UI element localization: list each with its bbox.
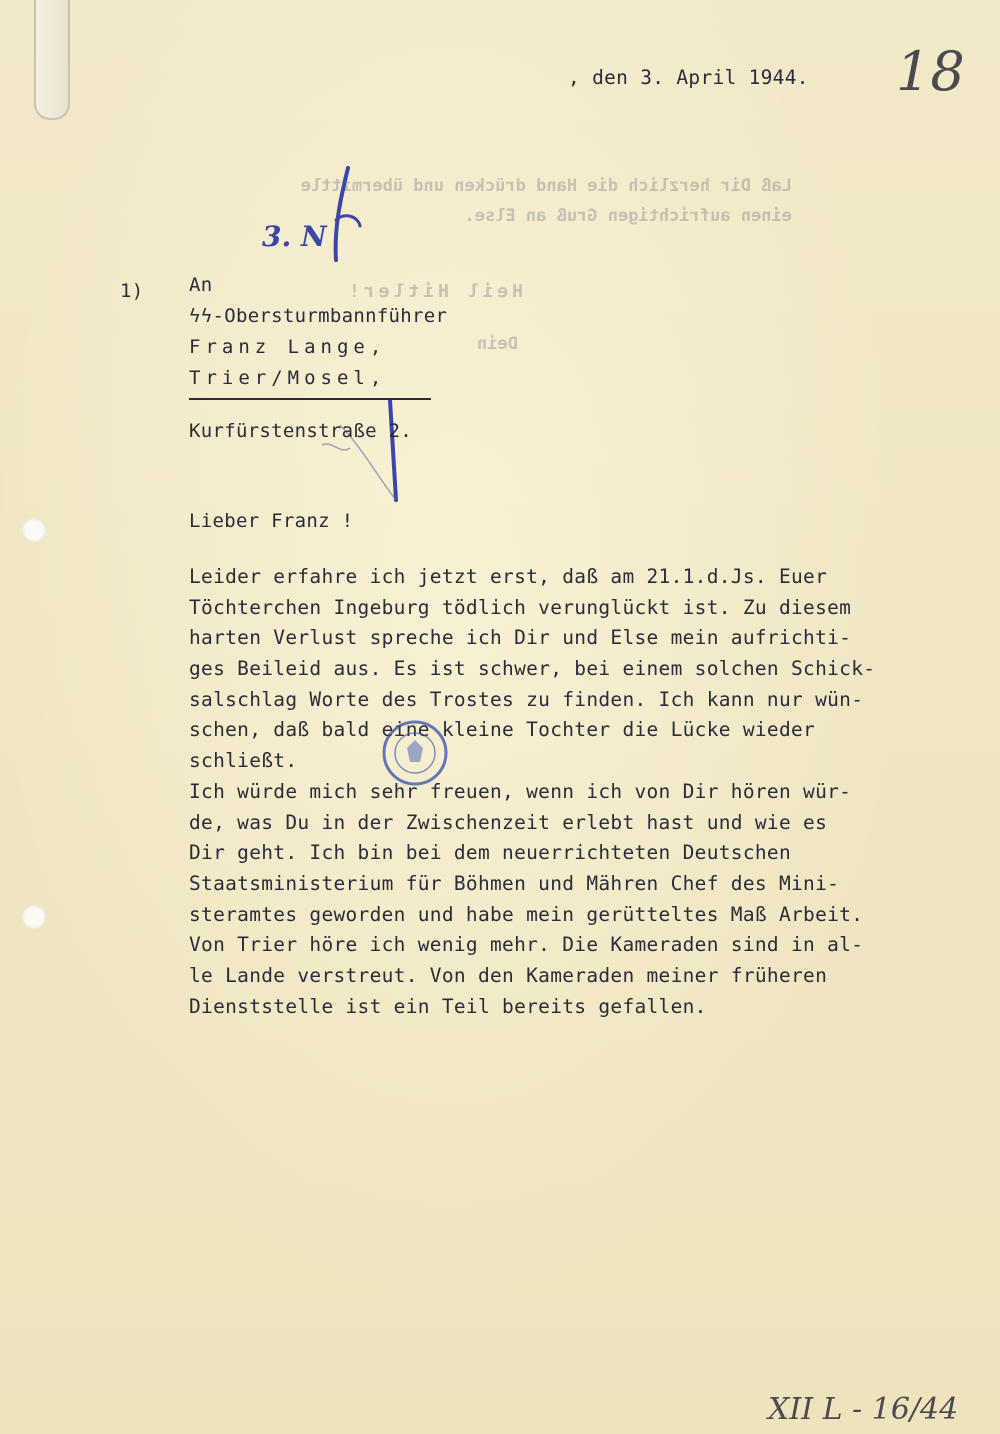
body-line: de, was Du in der Zwischenzeit erlebt hast und wie es (189, 810, 828, 834)
reverse-side-text-line-2: einen aufrichtigen Gruß an Else. (464, 206, 792, 226)
blue-pencil-annotation: 3. N (262, 220, 327, 253)
body-line: schließt. (189, 749, 298, 773)
address-street: Kurfürstenstraße 2. (189, 420, 413, 442)
address-rank: ϟϟ-Obersturmbannführer (189, 305, 448, 327)
body-line: Von Trier höre ich wenig mehr. Die Kameraden sind in al- (189, 933, 864, 957)
punch-hole-upper (22, 518, 46, 542)
body-line: harten Verlust spreche ich Dir und Else mein aufrichti- (189, 626, 852, 650)
page-number: 18 (896, 40, 965, 103)
address-name: Franz Lange, (189, 336, 387, 358)
reverse-side-text-line-1: Laß Dir herzlich die Hand drücken und übermittle (300, 176, 792, 196)
body-line: Ich würde mich sehr freuen, wenn ich von Dir hören wür- (189, 779, 852, 803)
staple-mark (34, 0, 70, 120)
body-line: schen, daß bald eine kleine Tochter die Lücke wieder (189, 718, 816, 742)
archive-stamp (380, 718, 450, 788)
punch-hole-lower (22, 905, 46, 929)
body-line: ges Beileid aus. Es ist schwer, bei einem solchen Schick- (189, 657, 876, 681)
body-line: Dir geht. Ich bin bei dem neuerrichteten Deutschen (189, 841, 791, 865)
body-line: Staatsministerium für Böhmen und Mähren Chef des Mini- (189, 871, 840, 895)
body-line: le Lande verstreut. Von den Kameraden meiner früheren (189, 963, 828, 987)
reverse-side-text-line-3: Heil Hitler! (344, 281, 523, 302)
body-line: salschlag Worte des Trostes zu finden. Ich kann nur wün- (189, 687, 864, 711)
address-to: An (189, 274, 213, 296)
reverse-side-text-line-4: Dein (477, 334, 518, 354)
body-line: Dienststelle ist ein Teil bereits gefallen. (189, 994, 707, 1018)
body-line: Töchterchen Ingeburg tödlich verunglückt ist. Zu diesem (189, 595, 852, 619)
address-underline (189, 398, 431, 400)
letter-body (189, 562, 889, 1022)
address-city: Trier/Mosel, (189, 367, 387, 389)
date-line: , den 3. April 1944. (568, 66, 809, 89)
blue-pencil-strokes (300, 160, 420, 510)
item-number: 1) (120, 280, 144, 302)
archive-reference: XII L - 16/44 (768, 1392, 959, 1427)
body-line: steramtes geworden und habe mein gerütteltes Maß Arbeit. (189, 902, 864, 926)
body-line: Leider erfahre ich jetzt erst, daß am 21.1.d.Js. Euer (189, 565, 828, 588)
salutation: Lieber Franz ! (189, 510, 354, 532)
